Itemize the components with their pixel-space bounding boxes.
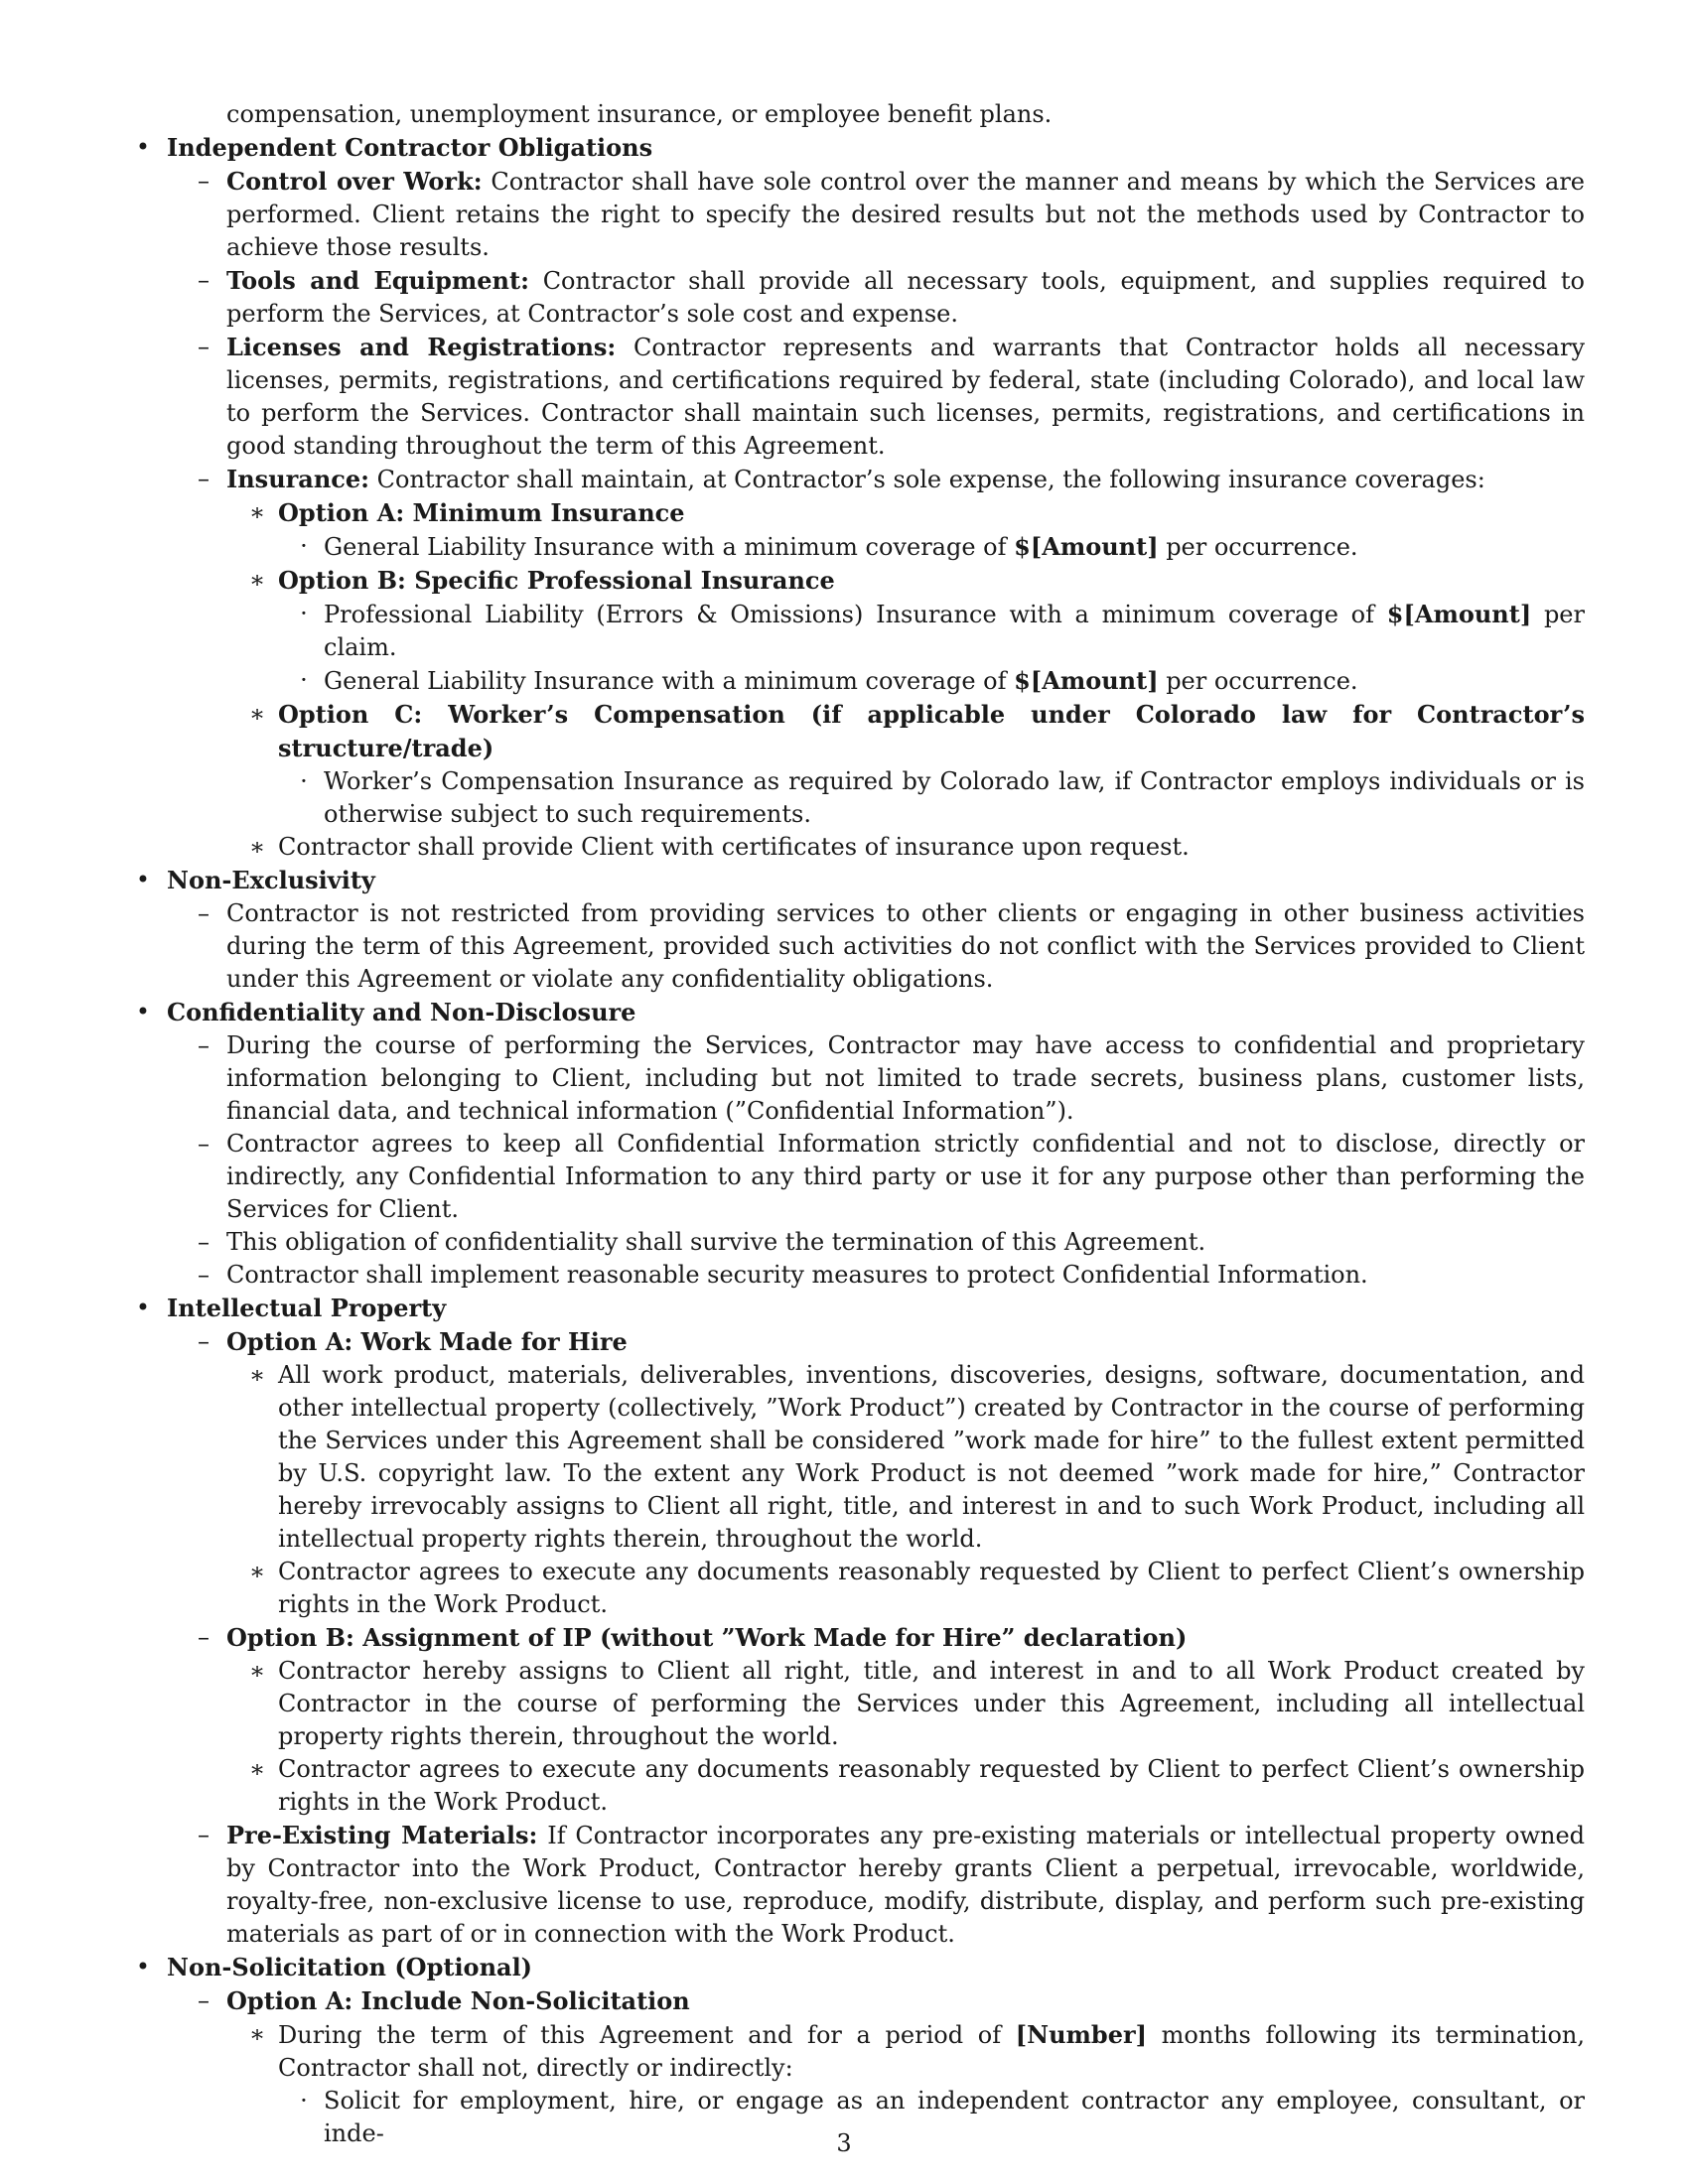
- dash-bullet-icon: –: [198, 1623, 210, 1651]
- asterisk-bullet-icon: ∗: [248, 1657, 266, 1685]
- number-placeholder: [Number]: [1015, 2020, 1147, 2049]
- clause-item: – Contractor agrees to keep all Confidential Information strictly confidential and not to disclose, directly or indirectly, any Confidential Information to any third party or use it for any purpose other than performing the Services for Client.: [127, 1128, 1585, 1226]
- dash-bullet-icon: –: [198, 1986, 210, 2014]
- dot-bullet-icon: ·: [300, 767, 308, 795]
- section-heading: [127, 864, 1585, 897]
- nonsolicit-option: [127, 1984, 1585, 2018]
- clause-label: Control over Work:: [226, 167, 483, 196]
- section-title: Independent Contractor Obligations: [167, 133, 653, 162]
- continuation-line: compensation, unemployment insurance, or employee benefit plans.: [226, 100, 1053, 128]
- clause-item: – Contractor is not restricted from providing services to other clients or engaging in other business activities during the term of this Agreement, provided such activities do not conflict with the Services provided to Client under this Agreement or violate any confidentiality obligations.: [127, 897, 1585, 996]
- dash-bullet-icon: –: [198, 333, 210, 360]
- dash-bullet-icon: –: [198, 266, 210, 294]
- insurance-detail: · Professional Liability (Errors & Omissions) Insurance with a minimum coverage of $[Amount] per claim.: [127, 598, 1585, 664]
- dash-bullet-icon: –: [198, 1228, 210, 1256]
- nonsolicit-detail: · Solicit for employment, hire, or engage as an independent contractor any employee, consultant, or inde-: [127, 2085, 1585, 2150]
- section-title: Intellectual Property: [167, 1294, 447, 1322]
- ip-clause: ∗ Contractor agrees to execute any documents reasonably requested by Client to perfect Client’s ownership rights in the Work Product.: [127, 1753, 1585, 1819]
- insurance-option: [127, 496, 1585, 530]
- dot-bullet-icon: ·: [300, 532, 308, 560]
- bullet-dot-icon: •: [135, 998, 151, 1025]
- clause-item: – Licenses and Registrations: Contractor represents and warrants that Contractor holds all necessary licenses, permits, registrations, and certifications required by federal, state (including Colorado), and local law to perform the Services. Contractor shall maintain such licenses, permits, registrations, and certifications in good standing throughout the term of this Agreement.: [127, 331, 1585, 463]
- insurance-option: [127, 564, 1585, 598]
- amount-placeholder: $[Amount]: [1014, 532, 1159, 561]
- clause-label: Tools and Equipment:: [226, 266, 529, 295]
- dash-bullet-icon: –: [198, 465, 210, 492]
- bullet-dot-icon: •: [135, 133, 151, 161]
- clause-item: – This obligation of confidentiality shall survive the termination of this Agreement.: [127, 1226, 1585, 1259]
- clause-label: Pre-Existing Materials:: [226, 1821, 538, 1849]
- clause-item: – Insurance: Contractor shall maintain, at Contractor’s sole expense, the following insurance coverages:: [127, 463, 1585, 496]
- bullet-dot-icon: •: [135, 1953, 151, 1980]
- page-number: 3: [836, 2129, 852, 2157]
- ip-option: [127, 1621, 1585, 1655]
- clause-item: – Control over Work: Contractor shall have sole control over the manner and means by which the Services are performed. Client retains the right to specify the desired results but not the methods used by Contractor to achieve those results.: [127, 165, 1585, 264]
- insurance-option: [127, 698, 1585, 765]
- dot-bullet-icon: ·: [300, 600, 308, 627]
- amount-placeholder: $[Amount]: [1014, 666, 1159, 695]
- dash-bullet-icon: –: [198, 1261, 210, 1289]
- bullet-dot-icon: •: [135, 1294, 151, 1321]
- clause-label: Insurance:: [226, 465, 370, 493]
- dash-bullet-icon: –: [198, 1031, 210, 1059]
- asterisk-bullet-icon: ∗: [248, 1361, 266, 1389]
- asterisk-bullet-icon: ∗: [248, 700, 266, 728]
- section-heading: [127, 996, 1585, 1029]
- insurance-detail: · Worker’s Compensation Insurance as required by Colorado law, if Contractor employs individuals or is otherwise subject to such requirements.: [127, 765, 1585, 831]
- dot-bullet-icon: ·: [300, 2087, 308, 2115]
- clause-item: – Tools and Equipment: Contractor shall provide all necessary tools, equipment, and supplies required to perform the Services, at Contractor’s sole cost and expense.: [127, 264, 1585, 331]
- option-title: Option A: Include Non-Solicitation: [226, 1986, 690, 2015]
- clause-item: – Pre-Existing Materials: If Contractor incorporates any pre-existing materials or intellectual property owned by Contractor into the Work Product, Contractor hereby grants Client a perpetual, irrevocable, worldwide, royalty-free, non-exclusive license to use, reproduce, modify, distribute, display, and perform such pre-existing materials as part of or in connection with the Work Product.: [127, 1819, 1585, 1951]
- ip-clause: ∗ Contractor agrees to execute any documents reasonably requested by Client to perfect Client’s ownership rights in the Work Product.: [127, 1556, 1585, 1621]
- section-heading: [127, 131, 1585, 165]
- dash-bullet-icon: –: [198, 1821, 210, 1848]
- clause-item: – During the course of performing the Services, Contractor may have access to confidential and proprietary information belonging to Client, including but not limited to trade secrets, business plans, customer lists, financial data, and technical information (”Confidential Information”).: [127, 1029, 1585, 1128]
- asterisk-bullet-icon: ∗: [248, 1558, 266, 1585]
- insurance-detail: · General Liability Insurance with a minimum coverage of $[Amount] per occurrence.: [127, 530, 1585, 564]
- ip-clause: ∗ All work product, materials, deliverables, inventions, discoveries, designs, software, documentation, and other intellectual property (collectively, ”Work Product”) created by Contractor in the course of performing the Services under this Agreement shall be considered ”work made for hire” to the fullest extent permitted by U.S. copyright law. To the extent any Work Product is not deemed ”work made for hire,” Contractor hereby irrevocably assigns to Client all right, title, and interest in and to such Work Product, including all intellectual property rights therein, throughout the world.: [127, 1359, 1585, 1556]
- section-heading: [127, 1951, 1585, 1984]
- clause-label: Licenses and Registrations:: [226, 333, 617, 361]
- option-title: Option A: Minimum Insurance: [278, 498, 685, 527]
- option-title: Option A: Work Made for Hire: [226, 1327, 628, 1356]
- nonsolicit-clause: ∗ During the term of this Agreement and for a period of [Number] months following its termination, Contractor shall not, directly or indirectly:: [127, 2018, 1585, 2085]
- section-title: Non-Exclusivity: [167, 866, 375, 894]
- certificate-note: ∗ Contractor shall provide Client with certificates of insurance upon request.: [127, 831, 1585, 864]
- section-heading: [127, 1292, 1585, 1325]
- ip-clause: ∗ Contractor hereby assigns to Client all right, title, and interest in and to all Work Product created by Contractor in the course of performing the Services under this Agreement, including all intellectual property rights therein, throughout the world.: [127, 1655, 1585, 1753]
- bullet-dot-icon: •: [135, 866, 151, 893]
- option-title: Option B: Specific Professional Insurance: [278, 566, 835, 595]
- option-title: Option B: Assignment of IP (without ”Work Made for Hire” declaration): [226, 1623, 1188, 1652]
- asterisk-bullet-icon: ∗: [248, 566, 266, 594]
- dash-bullet-icon: –: [198, 167, 210, 195]
- asterisk-bullet-icon: ∗: [248, 498, 266, 526]
- section-title: Confidentiality and Non-Disclosure: [167, 998, 636, 1026]
- option-title: Option C: Worker’s Compensation (if applicable under Colorado law for Contractor’s structure/trade): [278, 700, 1585, 762]
- clause-item: – Contractor shall implement reasonable security measures to protect Confidential Information.: [127, 1259, 1585, 1292]
- asterisk-bullet-icon: ∗: [248, 2020, 266, 2048]
- insurance-detail: · General Liability Insurance with a minimum coverage of $[Amount] per occurrence.: [127, 664, 1585, 698]
- dash-bullet-icon: –: [198, 899, 210, 927]
- dot-bullet-icon: ·: [300, 666, 308, 694]
- amount-placeholder: $[Amount]: [1386, 600, 1532, 628]
- section-title: Non-Solicitation (Optional): [167, 1953, 533, 1981]
- dash-bullet-icon: –: [198, 1327, 210, 1355]
- ip-option: [127, 1325, 1585, 1359]
- dash-bullet-icon: –: [198, 1130, 210, 1158]
- document-body: [127, 98, 1585, 2150]
- asterisk-bullet-icon: ∗: [248, 1755, 266, 1783]
- asterisk-bullet-icon: ∗: [248, 833, 266, 861]
